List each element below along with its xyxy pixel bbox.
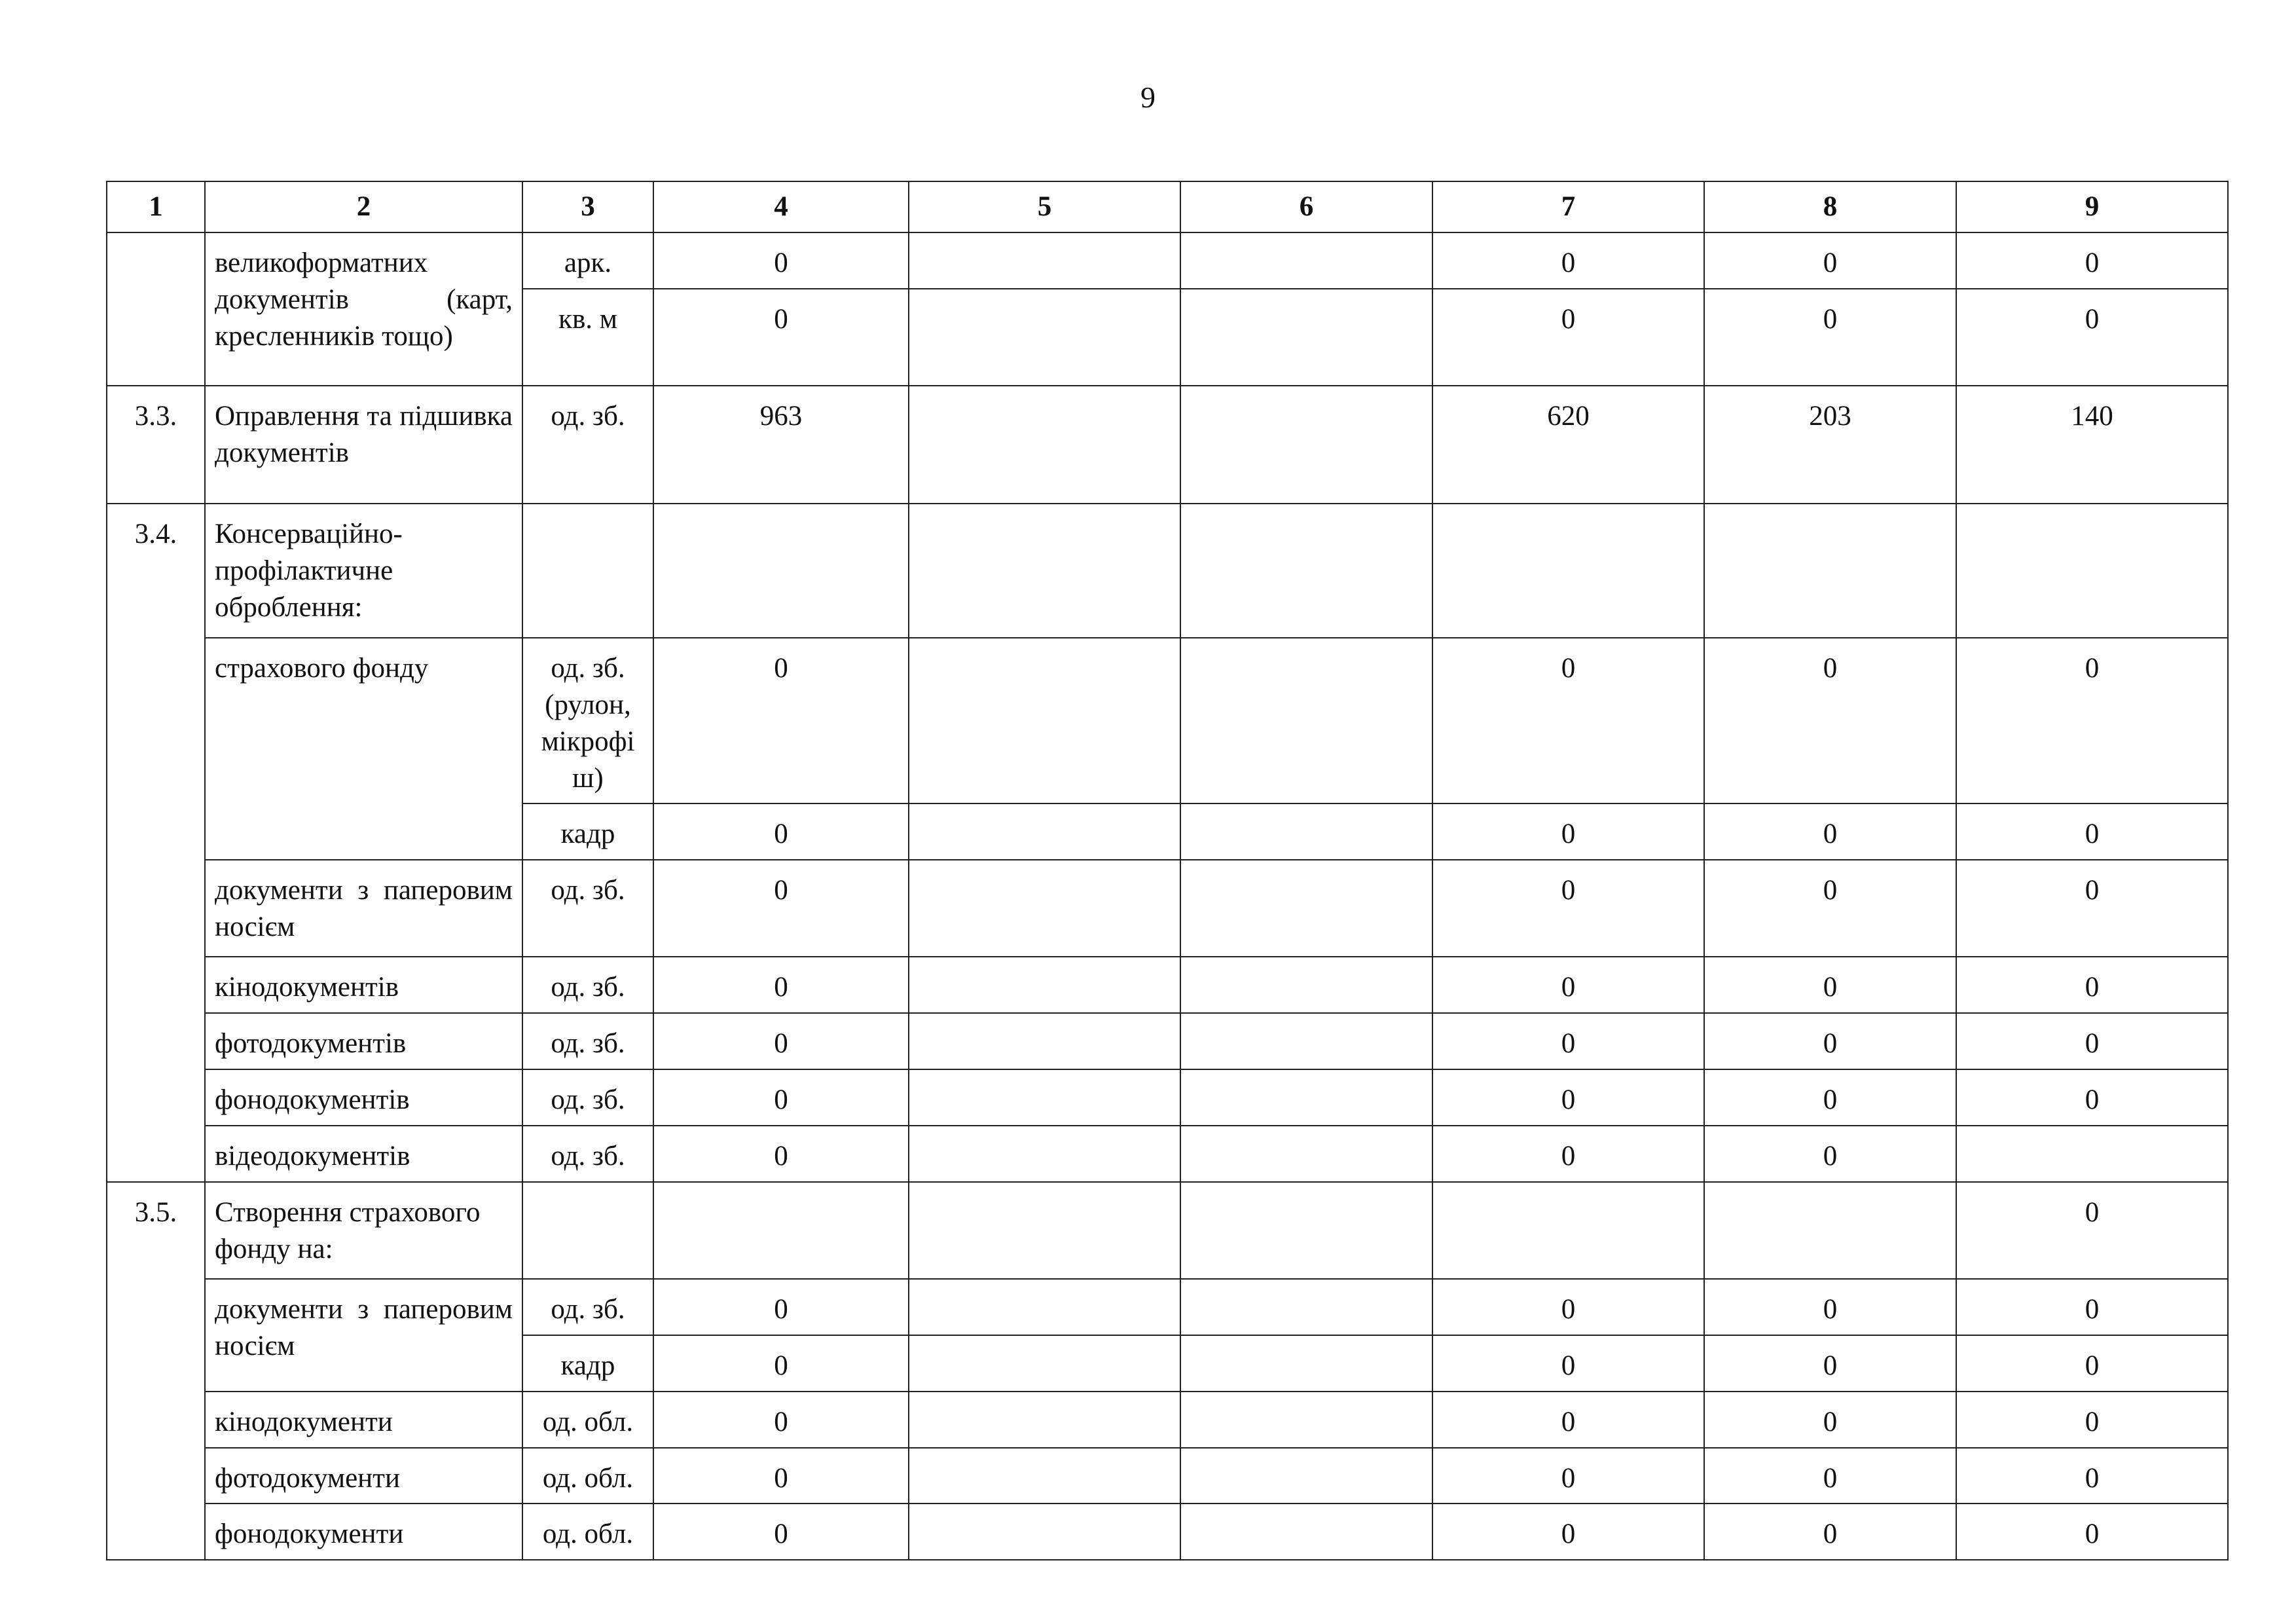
value-col-7: 0 — [1432, 289, 1704, 386]
report-table — [106, 181, 2229, 1560]
value-col-6 — [1180, 1448, 1432, 1504]
value-col-8: 0 — [1704, 1069, 1956, 1126]
value-col-8: 0 — [1704, 803, 1956, 860]
header-col-2: 2 — [205, 181, 522, 232]
unit-cell — [522, 504, 653, 638]
value-col-8: 0 — [1704, 232, 1956, 289]
value-col-8: 0 — [1704, 1392, 1956, 1448]
value-col-9: 0 — [1956, 1069, 2228, 1126]
value-col-6 — [1180, 1335, 1432, 1392]
value-col-8: 0 — [1704, 289, 1956, 386]
value-col-9: 0 — [1956, 860, 2228, 957]
code-cell: 3.3. — [107, 386, 205, 504]
table-row — [107, 957, 2228, 1013]
unit-cell: кадр — [522, 803, 653, 860]
value-col-6 — [1180, 232, 1432, 289]
value-col-9: 0 — [1956, 289, 2228, 386]
unit-cell: од. зб. — [522, 1069, 653, 1126]
item-name: відеодокументів — [205, 1126, 522, 1182]
value-col-5 — [909, 1013, 1180, 1069]
value-col-5 — [909, 1126, 1180, 1182]
value-col-6 — [1180, 1279, 1432, 1335]
header-col-4: 4 — [653, 181, 909, 232]
value-col-9: 140 — [1956, 386, 2228, 504]
value-col-9: 0 — [1956, 232, 2228, 289]
value-col-5 — [909, 1448, 1180, 1504]
value-col-8: 0 — [1704, 638, 1956, 804]
value-col-4: 0 — [653, 638, 909, 804]
value-col-9: 0 — [1956, 1448, 2228, 1504]
table-row — [107, 1126, 2228, 1182]
value-col-6 — [1180, 638, 1432, 804]
value-col-4: 963 — [653, 386, 909, 504]
unit-cell: од. зб. — [522, 1013, 653, 1069]
code-cell: 3.5. — [107, 1182, 205, 1560]
item-name: великоформатних документів (карт, кресленників тощо) — [205, 232, 522, 386]
value-col-7 — [1432, 504, 1704, 638]
value-col-4: 0 — [653, 860, 909, 957]
value-col-4: 0 — [653, 1069, 909, 1126]
header-row — [107, 181, 2228, 232]
value-col-7: 0 — [1432, 1126, 1704, 1182]
value-col-4 — [653, 504, 909, 638]
value-col-5 — [909, 860, 1180, 957]
value-col-5 — [909, 232, 1180, 289]
value-col-8: 0 — [1704, 1279, 1956, 1335]
item-name: Оправлення та підшивка документів — [205, 386, 522, 504]
value-col-5 — [909, 1504, 1180, 1560]
value-col-4: 0 — [653, 1392, 909, 1448]
value-col-6 — [1180, 504, 1432, 638]
value-col-6 — [1180, 1504, 1432, 1560]
value-col-5 — [909, 289, 1180, 386]
value-col-4: 0 — [653, 289, 909, 386]
value-col-5 — [909, 957, 1180, 1013]
value-col-9: 0 — [1956, 638, 2228, 804]
unit-cell: од. зб. — [522, 1126, 653, 1182]
table-row — [107, 386, 2228, 504]
value-col-4: 0 — [653, 1013, 909, 1069]
value-col-6 — [1180, 1069, 1432, 1126]
value-col-6 — [1180, 1392, 1432, 1448]
value-col-4 — [653, 1182, 909, 1279]
value-col-7: 0 — [1432, 232, 1704, 289]
value-col-6 — [1180, 386, 1432, 504]
value-col-4: 0 — [653, 957, 909, 1013]
value-col-5 — [909, 1069, 1180, 1126]
value-col-8: 0 — [1704, 957, 1956, 1013]
value-col-8: 0 — [1704, 1504, 1956, 1560]
value-col-7: 0 — [1432, 1392, 1704, 1448]
value-col-4: 0 — [653, 1504, 909, 1560]
header-col-9: 9 — [1956, 181, 2228, 232]
unit-cell: од. обл. — [522, 1392, 653, 1448]
page-number: 9 — [1140, 81, 1156, 114]
value-col-6 — [1180, 1126, 1432, 1182]
unit-cell: кадр — [522, 1335, 653, 1392]
value-col-9: 0 — [1956, 1182, 2228, 1279]
value-col-8: 0 — [1704, 1448, 1956, 1504]
value-col-6 — [1180, 1182, 1432, 1279]
item-name: страхового фонду — [205, 638, 522, 860]
value-col-7: 0 — [1432, 1504, 1704, 1560]
value-col-4: 0 — [653, 803, 909, 860]
item-name: Створення страхового фонду на: — [205, 1182, 522, 1279]
item-name: кінодокументи — [205, 1392, 522, 1448]
header-col-5: 5 — [909, 181, 1180, 232]
header-col-6: 6 — [1180, 181, 1432, 232]
value-col-4: 0 — [653, 1279, 909, 1335]
value-col-7: 0 — [1432, 803, 1704, 860]
value-col-7: 0 — [1432, 638, 1704, 804]
value-col-9 — [1956, 1126, 2228, 1182]
value-col-8: 0 — [1704, 1013, 1956, 1069]
value-col-6 — [1180, 289, 1432, 386]
value-col-4: 0 — [653, 232, 909, 289]
value-col-7: 0 — [1432, 1013, 1704, 1069]
item-name: документи з паперовим носієм — [205, 860, 522, 957]
value-col-7: 0 — [1432, 1335, 1704, 1392]
item-name: Консерваційно-профілактичне оброблення: — [205, 504, 522, 638]
table-row — [107, 1182, 2228, 1279]
table-row — [107, 1504, 2228, 1560]
value-col-5 — [909, 1335, 1180, 1392]
table-row — [107, 1013, 2228, 1069]
value-col-4: 0 — [653, 1448, 909, 1504]
value-col-9: 0 — [1956, 1013, 2228, 1069]
item-name: документи з паперовим носієм — [205, 1279, 522, 1392]
value-col-7: 0 — [1432, 957, 1704, 1013]
value-col-9: 0 — [1956, 1335, 2228, 1392]
item-name: фотодокументів — [205, 1013, 522, 1069]
table-row — [107, 1448, 2228, 1504]
value-col-7: 620 — [1432, 386, 1704, 504]
unit-cell: од. обл. — [522, 1448, 653, 1504]
value-col-8: 0 — [1704, 1335, 1956, 1392]
value-col-5 — [909, 386, 1180, 504]
unit-cell: од. обл. — [522, 1504, 653, 1560]
unit-cell: од. зб. — [522, 957, 653, 1013]
value-col-6 — [1180, 860, 1432, 957]
value-col-5 — [909, 638, 1180, 804]
value-col-5 — [909, 504, 1180, 638]
table-row — [107, 1279, 2228, 1335]
value-col-8: 0 — [1704, 860, 1956, 957]
value-col-6 — [1180, 957, 1432, 1013]
value-col-6 — [1180, 1013, 1432, 1069]
value-col-7: 0 — [1432, 1069, 1704, 1126]
item-name: кінодокументів — [205, 957, 522, 1013]
unit-cell: од. зб. — [522, 386, 653, 504]
unit-cell: од. зб. (рулон, мікрофіш) — [522, 638, 653, 804]
value-col-8 — [1704, 504, 1956, 638]
value-col-4: 0 — [653, 1126, 909, 1182]
value-col-8 — [1704, 1182, 1956, 1279]
value-col-7 — [1432, 1182, 1704, 1279]
header-col-8: 8 — [1704, 181, 1956, 232]
value-col-8: 203 — [1704, 386, 1956, 504]
table-row — [107, 232, 2228, 289]
header-col-1: 1 — [107, 181, 205, 232]
value-col-5 — [909, 1392, 1180, 1448]
value-col-5 — [909, 1279, 1180, 1335]
value-col-9 — [1956, 504, 2228, 638]
value-col-9: 0 — [1956, 803, 2228, 860]
unit-cell: арк. — [522, 232, 653, 289]
unit-cell: од. зб. — [522, 860, 653, 957]
value-col-5 — [909, 803, 1180, 860]
value-col-9: 0 — [1956, 1392, 2228, 1448]
table-row — [107, 1069, 2228, 1126]
table-row — [107, 504, 2228, 638]
value-col-7: 0 — [1432, 1279, 1704, 1335]
value-col-9: 0 — [1956, 957, 2228, 1013]
unit-cell — [522, 1182, 653, 1279]
table-row — [107, 860, 2228, 957]
header-col-3: 3 — [522, 181, 653, 232]
table-row — [107, 1392, 2228, 1448]
item-name: фотодокументи — [205, 1448, 522, 1504]
table-row — [107, 638, 2228, 804]
value-col-7: 0 — [1432, 1448, 1704, 1504]
unit-cell: од. зб. — [522, 1279, 653, 1335]
item-name: фонодокументів — [205, 1069, 522, 1126]
code-cell — [107, 232, 205, 386]
value-col-9: 0 — [1956, 1504, 2228, 1560]
header-col-7: 7 — [1432, 181, 1704, 232]
code-cell: 3.4. — [107, 504, 205, 1182]
value-col-8: 0 — [1704, 1126, 1956, 1182]
unit-cell: кв. м — [522, 289, 653, 386]
value-col-5 — [909, 1182, 1180, 1279]
value-col-6 — [1180, 803, 1432, 860]
item-name: фонодокументи — [205, 1504, 522, 1560]
value-col-7: 0 — [1432, 860, 1704, 957]
value-col-4: 0 — [653, 1335, 909, 1392]
value-col-9: 0 — [1956, 1279, 2228, 1335]
